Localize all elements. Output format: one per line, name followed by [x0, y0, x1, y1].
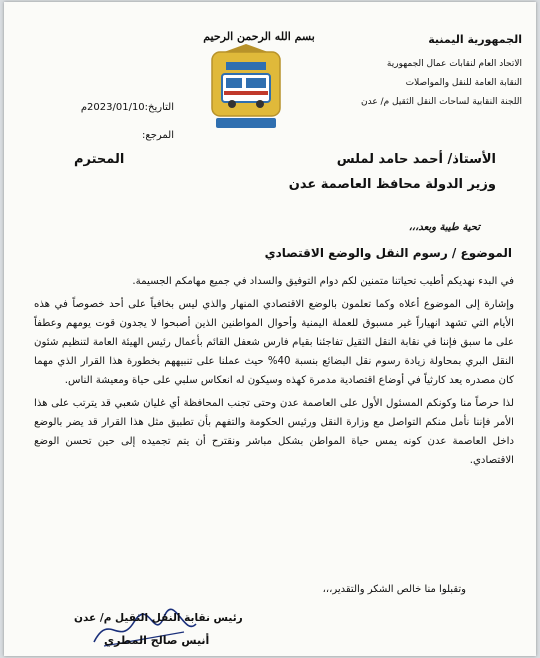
federation-name: الاتحاد العام لنقابات عمال الجمهورية: [386, 59, 522, 69]
addressee-position: وزير الدولة محافظ العاصمة عدن: [288, 177, 496, 192]
body-paragraph-3: لذا حرصاً منا وكونكم المسئول الأول على العاصمة عدن وحتى تجنب المحافظة أي غليان شعبي قد يترتب على هذا الأمر فإننا نأمل منكم التواصل مع وزارة النقل ورئيس الحكومة والتفهم بأن تطبيق مثل هذا القرار قد يضر بالوضع داخل العاصمة عدن كونه يمس حياة المواطن بشكل مباشر ونقترح أن يتم تجميده إلى حين تحسن الوضع الاقتصادي.: [34, 398, 514, 466]
respect-title: المحترم: [74, 152, 125, 167]
date-line: التاريخ:2023/01/10م: [80, 102, 174, 113]
greeting: تحية طيبة وبعد،،،: [408, 222, 480, 233]
letterhead-left: [34, 94, 174, 150]
subject-line: الموضوع / رسوم النقل والوضع الاقتصادي: [264, 246, 512, 260]
union-name: النقابة العامة للنقل والمواصلات: [405, 78, 522, 88]
addressee-block: [64, 152, 496, 192]
union-logo: [210, 44, 282, 130]
bismillah: بسم الله الرحمن الرحيم: [203, 30, 315, 43]
letter-page: [4, 2, 536, 656]
committee-name: اللجنة النقابية لساحات النقل الثقيل م/ عدن: [360, 97, 522, 107]
letter-body: [34, 272, 514, 474]
letterhead-right: [317, 30, 522, 112]
addressee-name: الأستاذ/ أحمد حامد لملس: [336, 152, 496, 167]
republic-name: الجمهورية اليمنية: [428, 33, 522, 46]
signatory-name: أنيس صالح المطري: [104, 634, 210, 647]
body-paragraph-2: وإشارة إلى الموضوع أعلاه وكما تعلمون بالوضع الاقتصادي المنهار والذي ليس بخافياً على أحد خصوصاً في هذه الأيام التي تشهد انهياراً غير مسبوق للعملة اليمنية وأحوال المواطنين الذين أصبحوا لا يجدون قوت يومهم وعطفاً على ما سبق فإننا في نقابة النقل الثقيل تفاجئنا بقيام فارس شعفل القائم بأعمال رئيس الهيئة العامة لتنظيم شئون النقل البري بمحاولة زيادة رسوم نقل البضائع بنسبة 40% حيث عملنا على تنبيههم بخطورة هذا القرار الذي مهما كان مصدره يعد كارثياً في أوضاع اقتصادية مدمرة كهذه وسيكون له انعكاس سلبي على حياة ومعيشة الناس.: [34, 299, 515, 386]
reference-line: المرجع:: [142, 130, 174, 141]
signatory-title: رئيس نقابة النقل الثقيل م/ عدن: [74, 612, 243, 624]
body-paragraph-1: في البدء نهديكم أطيب تحياتنا متمنين لكم دوام التوفيق والسداد في جميع مهامكم الجسيمة.: [132, 276, 514, 287]
truck-logo-icon: [210, 44, 282, 130]
closing-line: وتقبلوا منا خالص الشكر والتقدير،،،: [322, 584, 466, 595]
